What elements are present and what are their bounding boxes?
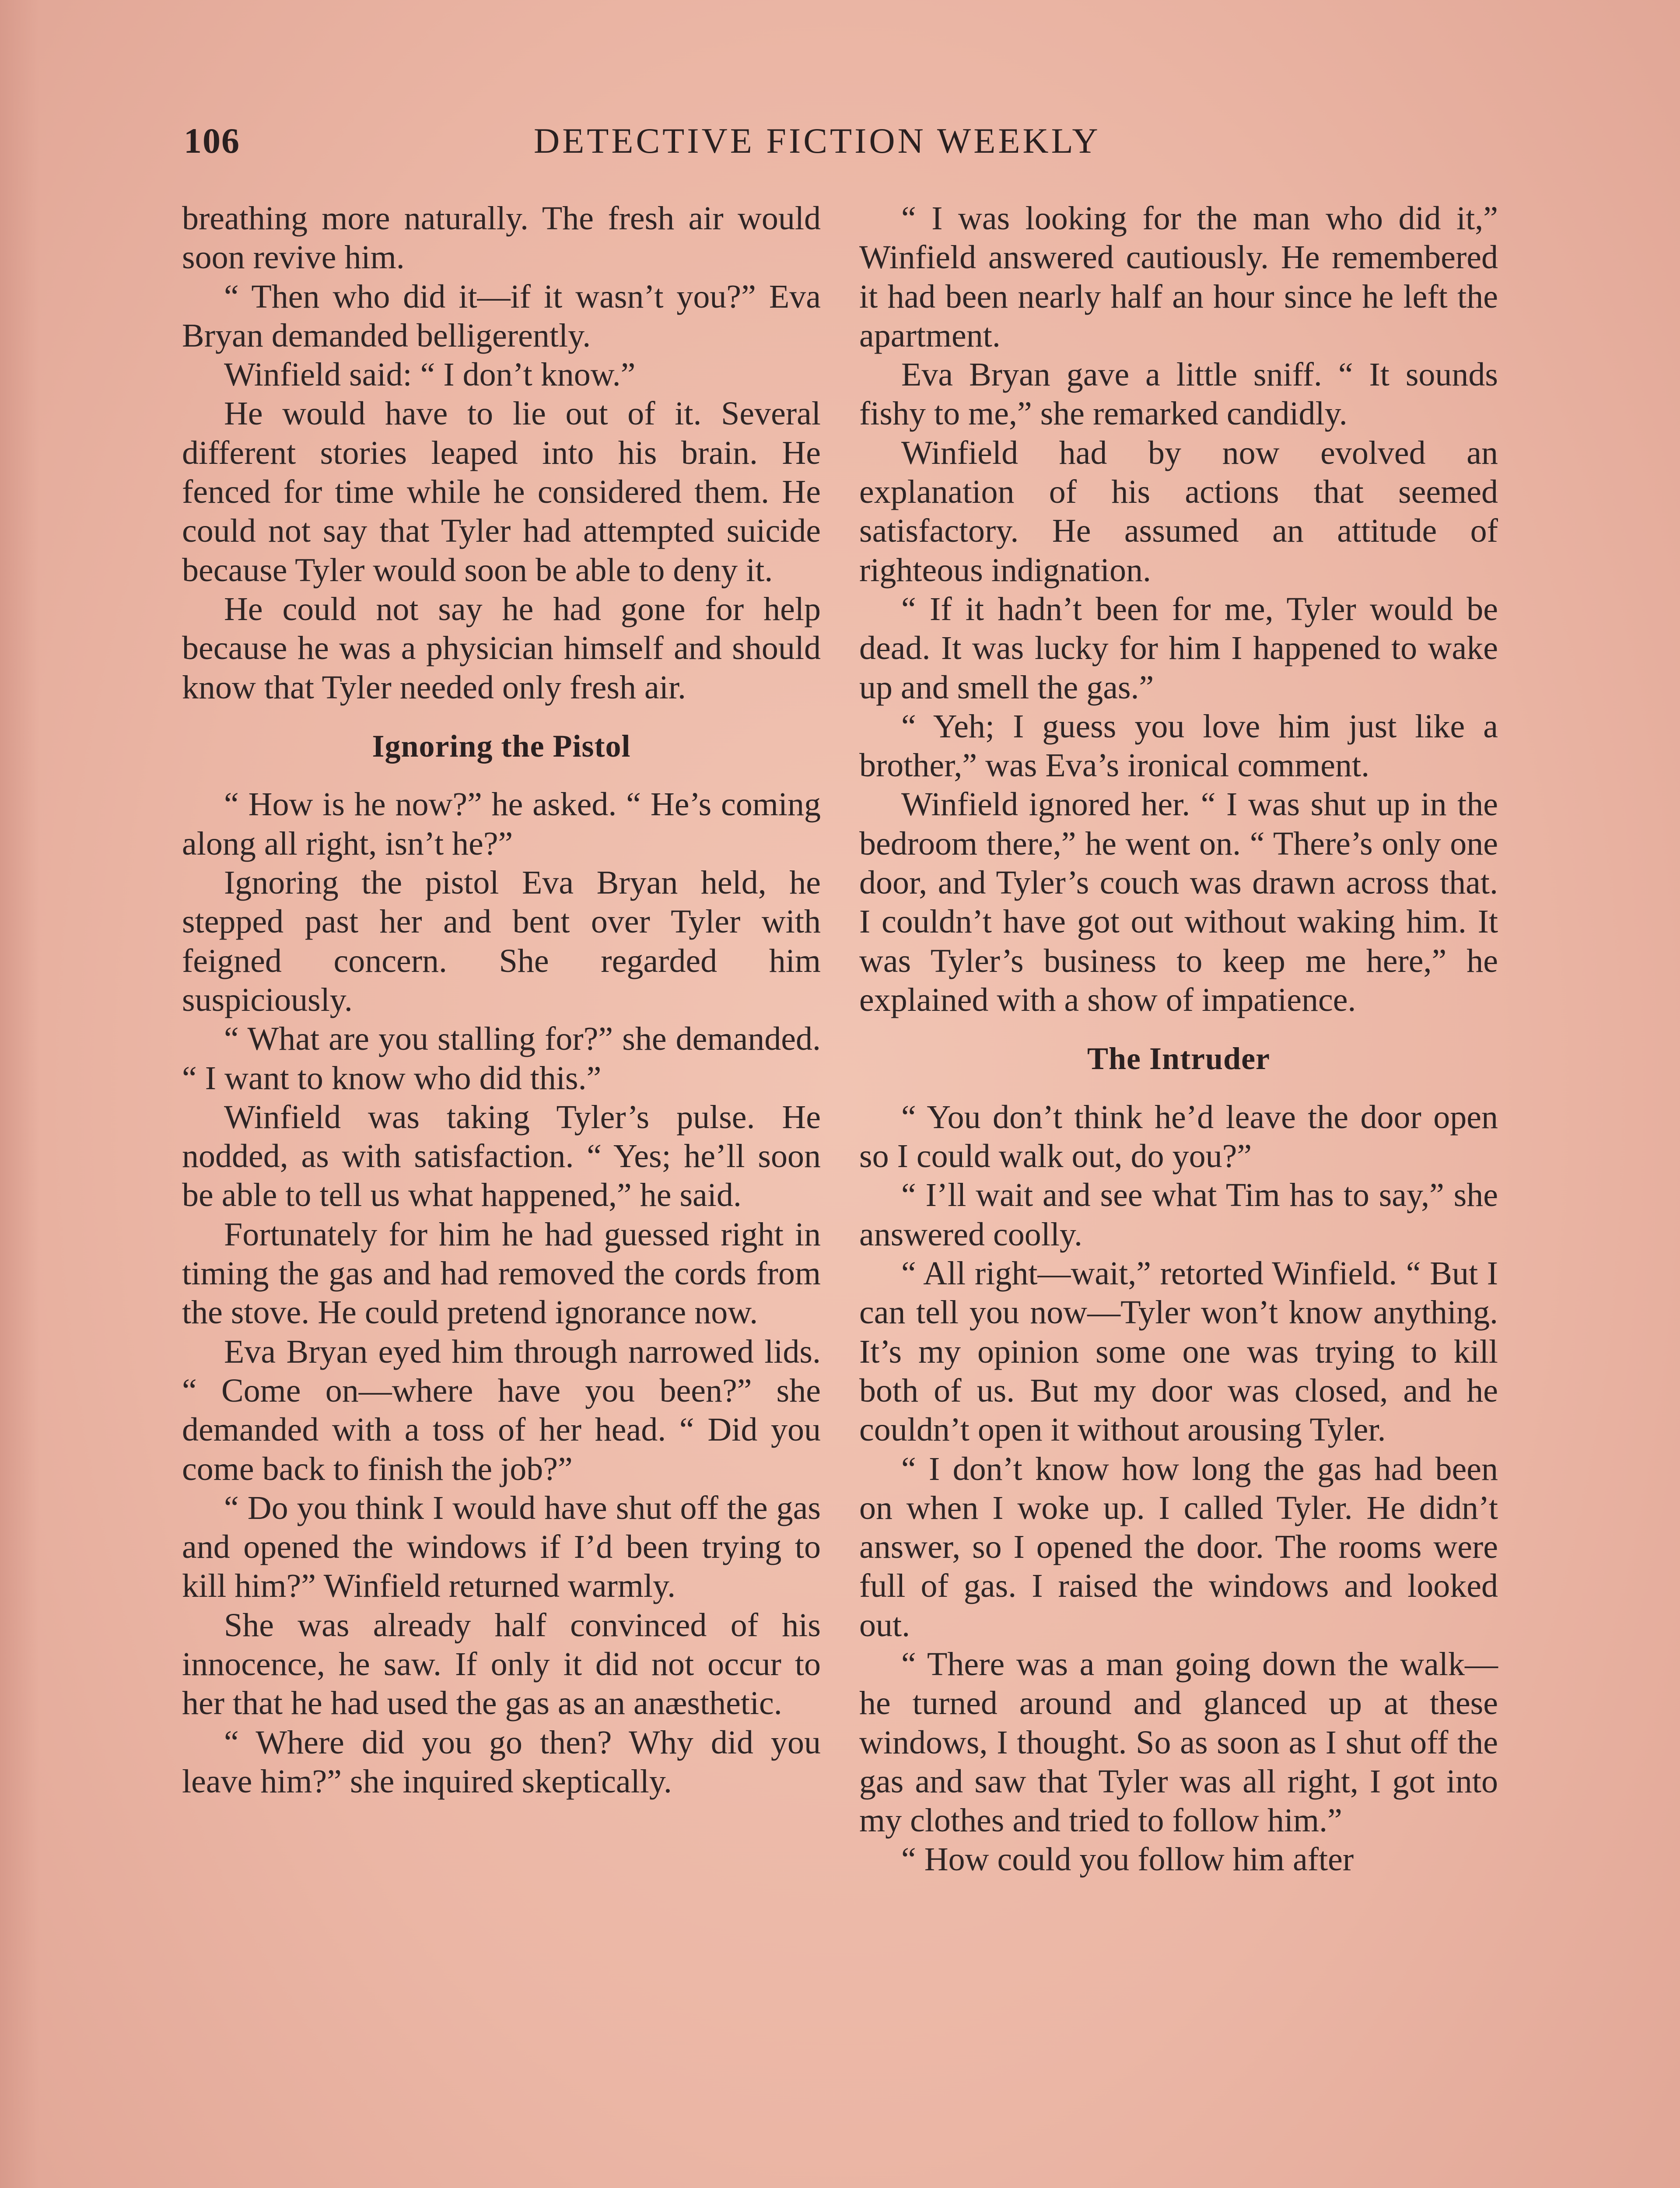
paragraph: breathing more naturally. The fresh air would soon revive him.	[182, 200, 821, 276]
section-subheading: The Intruder	[1087, 1041, 1270, 1076]
paragraph: “ How is he now?” he asked. “ He’s coming along all right, isn’t he?”	[182, 786, 821, 862]
paragraph: “ Yeh; I guess you love him just like a brother,” was Eva’s ironical comment.	[859, 708, 1498, 784]
paragraph: “ I don’t know how long the gas had been on when I woke up. I called Tyler. He didn’t answer, so I opened the door. The rooms were full of gas. I raised the windows and looked out.	[859, 1450, 1498, 1644]
paragraph: He could not say he had gone for help because he was a physician himself and should know that Tyler needed only fresh air.	[182, 590, 821, 706]
left-column	[182, 199, 821, 1801]
paragraph: “ Where did you go then? Why did you leave him?” she inquired skeptically.	[182, 1724, 821, 1800]
paragraph: “ How could you follow him after	[901, 1841, 1354, 1878]
paragraph: “ There was a man going down the walk—he turned around and glanced up at these windows, I thought. So as soon as I shut off the gas and saw that Tyler was all right, I got into my clothes and tried to follow him.”	[859, 1645, 1498, 1839]
paragraph: Ignoring the pistol Eva Bryan held, he stepped past her and bent over Tyler with feigned concern. She regarded him suspiciously.	[182, 864, 821, 1018]
paragraph: Fortunately for him he had guessed right in timing the gas and had removed the cords from the stove. He could pretend ignorance now.	[182, 1216, 821, 1331]
paragraph: Winfield was taking Tyler’s pulse. He nodded, as with satisfaction. “ Yes; he’ll soon be able to tell us what happened,” he said.	[182, 1098, 821, 1214]
page-number: 106	[184, 121, 240, 161]
paragraph: “ All right—wait,” retorted Winfield. “ But I can tell you now—Tyler won’t know anything. It’s my opinion some one was trying to kill both of us. But my door was closed, and he couldn’t open it without arousing Tyler.	[859, 1255, 1498, 1448]
paragraph: “ I’ll wait and see what Tim has to say,” she answered coolly.	[859, 1177, 1498, 1253]
paragraph: She was already half convinced of his innocence, he saw. If only it did not occur to her that he had used the gas as an anæsthetic.	[182, 1606, 821, 1722]
paragraph: Eva Bryan gave a little sniff. “ It sounds fishy to me,” she remarked candidly.	[859, 356, 1498, 432]
paragraph: “ You don’t think he’d leave the door open so I could walk out, do you?”	[859, 1098, 1498, 1175]
paragraph: “ Do you think I would have shut off the gas and opened the windows if I’d been trying to kill him?” Winfield returned warmly.	[182, 1489, 821, 1605]
section-subheading: Ignoring the Pistol	[372, 728, 631, 764]
running-header	[184, 120, 1251, 168]
running-title: DETECTIVE FICTION WEEKLY	[534, 121, 1101, 161]
paragraph: Winfield said: “ I don’t know.”	[224, 356, 636, 393]
paragraph: “ What are you stalling for?” she demanded. “ I want to know who did this.”	[182, 1020, 821, 1097]
paragraph: “ I was looking for the man who did it,” Winfield answered cautiously. He remembered it had been nearly half an hour since he left the apartment.	[859, 200, 1498, 354]
paragraph: “ Then who did it—if it wasn’t you?” Eva Bryan demanded belligerently.	[182, 278, 821, 354]
paragraph: Eva Bryan eyed him through narrowed lids. “ Come on—where have you been?” she demanded with a toss of her head. “ Did you come back to finish the job?”	[182, 1333, 821, 1487]
paragraph: “ If it hadn’t been for me, Tyler would be dead. It was lucky for him I happened to wake up and smell the gas.”	[859, 590, 1498, 706]
paragraph: Winfield had by now evolved an explanation of his actions that seemed satisfactory. He assumed an attitude of righteous indignation.	[859, 434, 1498, 589]
paragraph: Winfield ignored her. “ I was shut up in the bedroom there,” he went on. “ There’s only one door, and Tyler’s couch was drawn across that. I couldn’t have got out without waking him. It was Tyler’s business to keep me here,” he explained with a show of impatience.	[859, 786, 1498, 1018]
page-edge-shadow-left	[0, 0, 39, 2188]
paragraph: He would have to lie out of it. Several different stories leaped into his brain. He fenced for time while he considered them. He could not say that Tyler had attempted suicide because Tyler would soon be able to deny it.	[182, 395, 821, 589]
right-column	[859, 199, 1498, 1879]
